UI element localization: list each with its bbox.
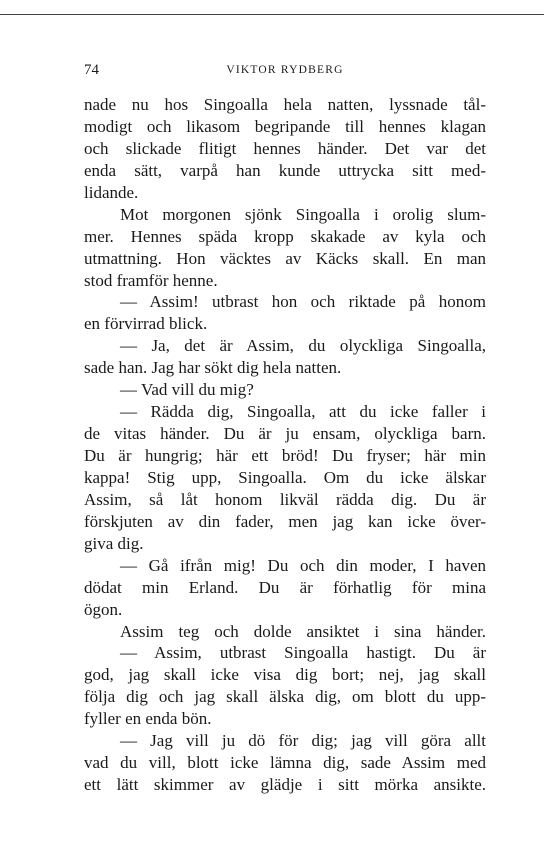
text-line: Assim, så låt honom likväl rädda dig. Du är bbox=[84, 489, 486, 509]
text-line: kappa! Stig upp, Singoalla. Om du icke älskar bbox=[84, 467, 486, 487]
text-line: stod framför henne. bbox=[84, 270, 218, 290]
text-line: sade han. Jag har sökt dig hela natten. bbox=[84, 358, 342, 378]
text-body bbox=[84, 94, 486, 796]
text-line: giva dig. bbox=[84, 533, 144, 553]
top-rule bbox=[0, 14, 544, 15]
text-line: — Assim! utbrast hon och riktade på honom bbox=[120, 292, 486, 312]
text-line: — Gå ifrån mig! Du och din moder, I haven bbox=[120, 555, 486, 575]
text-line: följa dig och jag skall älska dig, om blott du upp- bbox=[84, 687, 486, 707]
text-line: fyller en enda bön. bbox=[84, 709, 212, 729]
text-line: mer. Hennes späda kropp skakade av kyla och bbox=[84, 226, 486, 246]
text-line: god, jag skall icke visa dig bort; nej, jag skall bbox=[84, 665, 486, 685]
text-line: — Assim, utbrast Singoalla hastigt. Du är bbox=[120, 643, 486, 663]
text-line: Assim teg och dolde ansiktet i sina händer. bbox=[120, 621, 486, 641]
text-line: enda sätt, varpå han kunde uttrycka sitt med- bbox=[84, 160, 486, 180]
text-line: — Jag vill ju dö för dig; jag vill göra allt bbox=[120, 731, 486, 751]
text-line: — Ja, det är Assim, du olyckliga Singoalla, bbox=[120, 336, 486, 356]
text-line: och slickade flitigt hennes händer. Det var det bbox=[84, 138, 486, 158]
text-line: Mot morgonen sjönk Singoalla i orolig slum- bbox=[120, 204, 486, 224]
text-line: lidande. bbox=[84, 182, 139, 202]
text-line: — Vad vill du mig? bbox=[120, 380, 254, 400]
text-line: dödat min Erland. Du är förhatlig för mina bbox=[84, 577, 486, 597]
text-line: ögon. bbox=[84, 599, 123, 619]
running-head bbox=[84, 62, 486, 82]
text-line: vad du vill, blott icke lämna dig, sade Assim med bbox=[84, 753, 486, 773]
text-line: förskjuten av din fader, men jag kan icke över- bbox=[84, 511, 486, 531]
text-line: nade nu hos Singoalla hela natten, lyssnade tål- bbox=[84, 95, 486, 114]
text-line: ett lätt skimmer av glädje i sitt mörka ansikte. bbox=[84, 775, 486, 795]
text-line: — Rädda dig, Singoalla, att du icke faller i bbox=[120, 402, 486, 422]
running-head-title: VIKTOR RYDBERG bbox=[226, 64, 344, 76]
text-line: en förvirrad blick. bbox=[84, 314, 208, 334]
text-line: utmattning. Hon väcktes av Käcks skall. En man bbox=[84, 248, 486, 268]
page-number: 74 bbox=[84, 62, 99, 78]
text-line: Du är hungrig; här ett bröd! Du fryser; här min bbox=[84, 446, 486, 465]
text-line: de vitas händer. Du är ju ensam, olyckliga barn. bbox=[84, 424, 486, 444]
text-line: modigt och likasom begripande till hennes klagan bbox=[84, 116, 486, 136]
